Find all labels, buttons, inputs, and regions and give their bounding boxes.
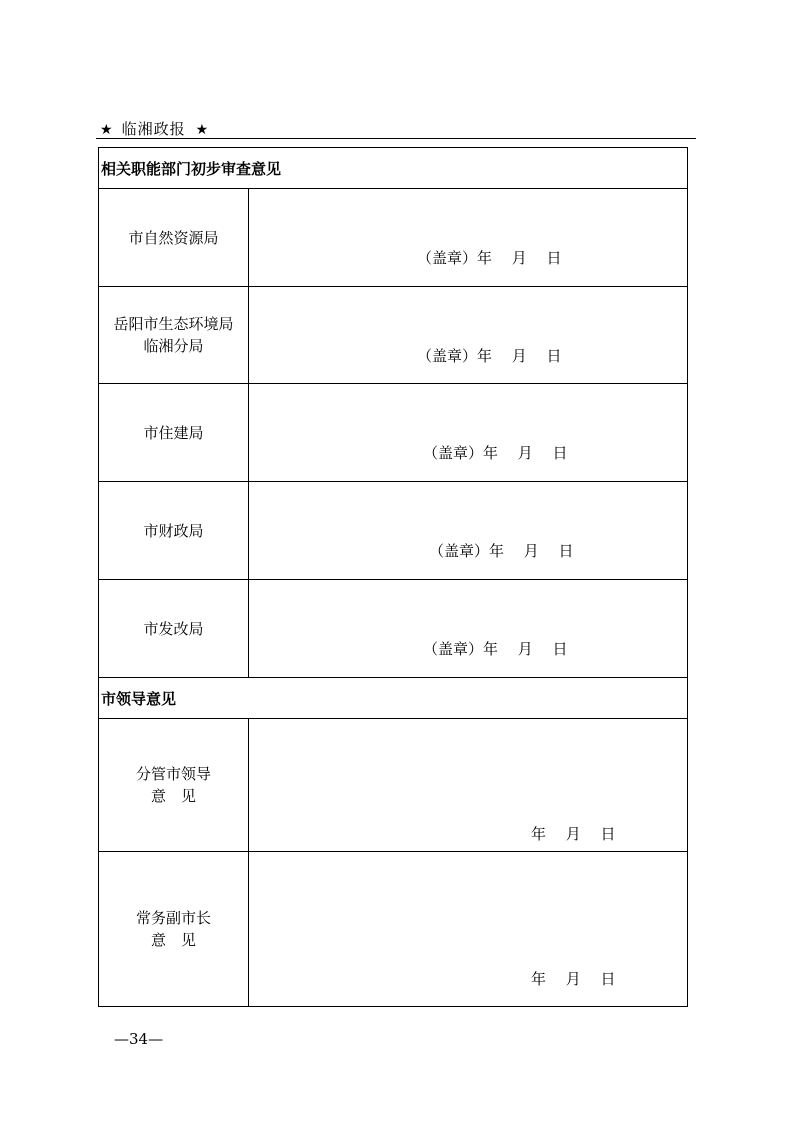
publication-title: 临湘政报 [121,120,186,138]
date-line: 年 月 日 [531,825,616,843]
department-name-cell [99,384,249,482]
seal-date-line: （盖章）年 月 日 [423,640,568,658]
seal-date-line: （盖章）年 月 日 [417,347,562,365]
department-name-cell [99,287,249,384]
leader-title-cell [99,852,249,1007]
form-row [99,189,688,287]
department-name: 市发改局 [143,619,204,638]
opinion-cell[interactable] [249,189,688,287]
department-name-cell [99,482,249,580]
leader-opinion-heading: 市领导意见 [99,678,688,719]
seal-date-line: （盖章）年 月 日 [429,542,574,560]
opinion-cell[interactable] [249,580,688,678]
page-number: —34— [114,1030,164,1048]
leader-title-line: 意 见 [150,787,196,805]
leader-title-line: 分管市领导 [135,765,211,783]
form-row [99,852,688,1007]
section-heading-row [99,678,688,719]
section-heading-row [99,148,688,189]
header-divider [96,138,696,139]
department-name-cell [99,580,249,678]
opinion-cell[interactable] [249,287,688,384]
department-name-cell [99,189,249,287]
opinion-cell[interactable] [249,384,688,482]
form-row [99,719,688,852]
department-review-heading: 相关职能部门初步审查意见 [99,148,688,189]
seal-date-line: （盖章）年 月 日 [417,249,562,267]
department-name: 市住建局 [143,423,204,442]
star-icon-left: ★ [100,122,114,138]
leader-title-line: 意 见 [150,931,196,949]
department-name-line: 岳阳市生态环境局 [113,315,234,333]
department-name: 市自然资源局 [128,228,219,247]
department-name: 市财政局 [143,521,204,540]
seal-date-line: （盖章）年 月 日 [423,444,568,462]
date-line: 年 月 日 [531,970,616,988]
form-row [99,482,688,580]
star-icon-right: ★ [195,122,210,138]
leader-title-line: 常务副市长 [135,909,211,927]
opinion-cell[interactable] [249,852,688,1007]
form-row [99,384,688,482]
leader-title-cell [99,719,249,852]
form-row [99,287,688,384]
department-name-line: 临湘分局 [143,337,204,355]
opinion-cell[interactable] [249,482,688,580]
approval-form-table [98,147,688,1007]
opinion-cell[interactable] [249,719,688,852]
form-row [99,580,688,678]
page-header [100,118,209,139]
